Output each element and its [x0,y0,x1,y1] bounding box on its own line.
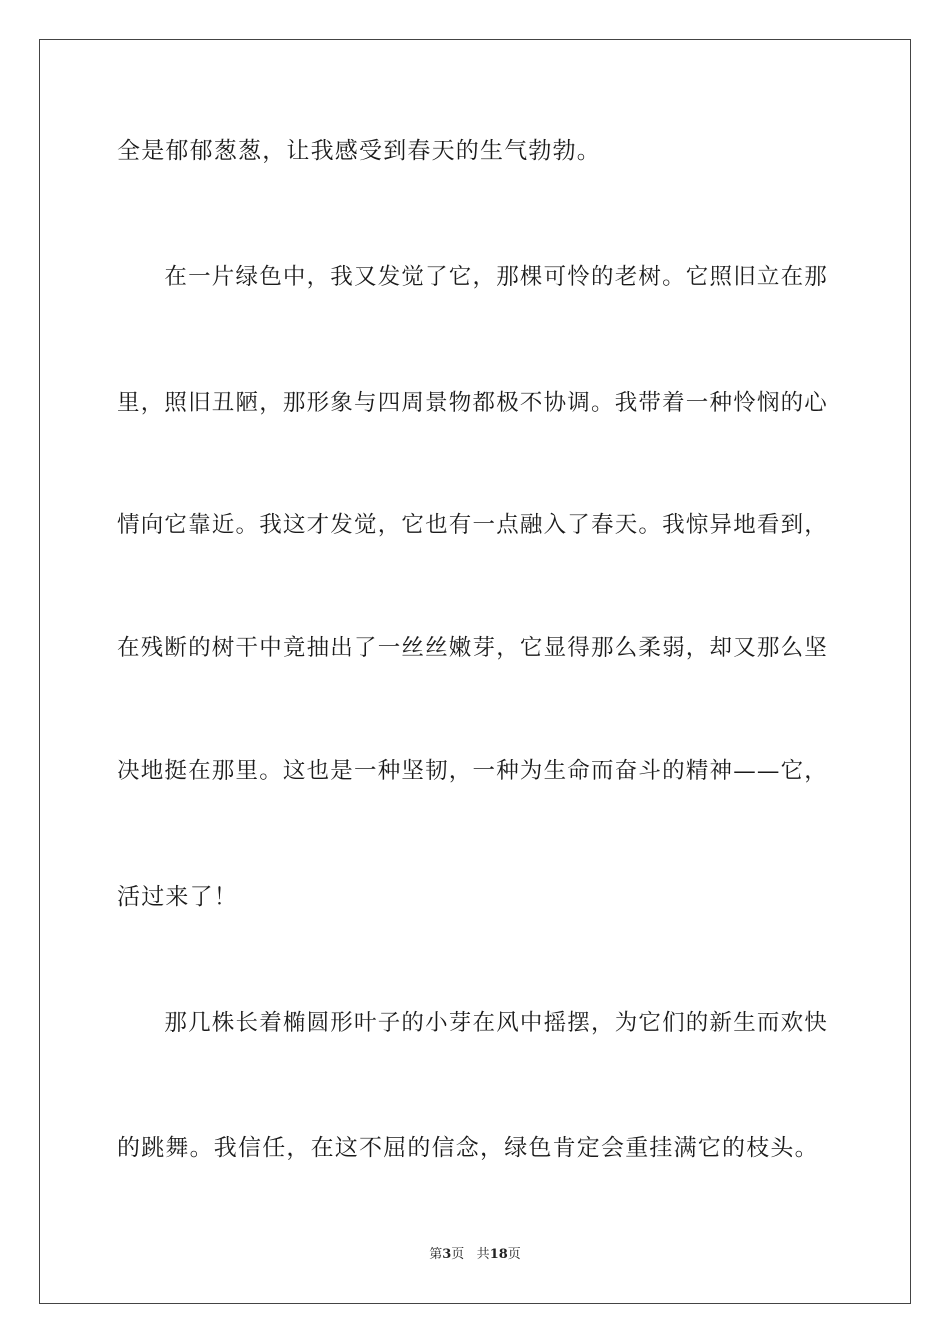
page-prefix: 第 [429,1247,443,1262]
total-prefix: 共 [476,1247,490,1262]
text-line-4: 情向它靠近。我这才发觉，它也有一点融入了春天。我惊异地看到， [117,512,829,538]
text-line-6: 决地挺在那里。这也是一种坚韧，一种为生命而奋斗的精神——它， [117,758,829,784]
page-border [39,39,911,1304]
text-line-5: 在残断的树干中竟抽出了一丝丝嫩芽，它显得那么柔弱，却又那么坚 [117,635,829,661]
page-suffix: 页 [451,1247,465,1262]
text-line-3: 里，照旧丑陋，那形象与四周景物都极不协调。我带着一种怜悯的心 [117,390,829,416]
total-suffix: 页 [507,1247,521,1262]
text-line-9: 的跳舞。我信任，在这不屈的信念，绿色肯定会重挂满它的枝头。 [117,1135,819,1161]
text-line-1: 全是郁郁葱葱，让我感受到春天的生气勃勃。 [117,138,601,164]
page-footer [0,1246,950,1264]
total-pages: 18 [489,1247,508,1262]
text-line-2: 在一片绿色中，我又发觉了它，那棵可怜的老树。它照旧立在那 [117,264,829,290]
page-number: 3 [442,1247,452,1262]
text-line-7: 活过来了！ [117,884,238,910]
text-line-8: 那几株长着椭圆形叶子的小芽在风中摇摆，为它们的新生而欢快 [117,1010,829,1036]
